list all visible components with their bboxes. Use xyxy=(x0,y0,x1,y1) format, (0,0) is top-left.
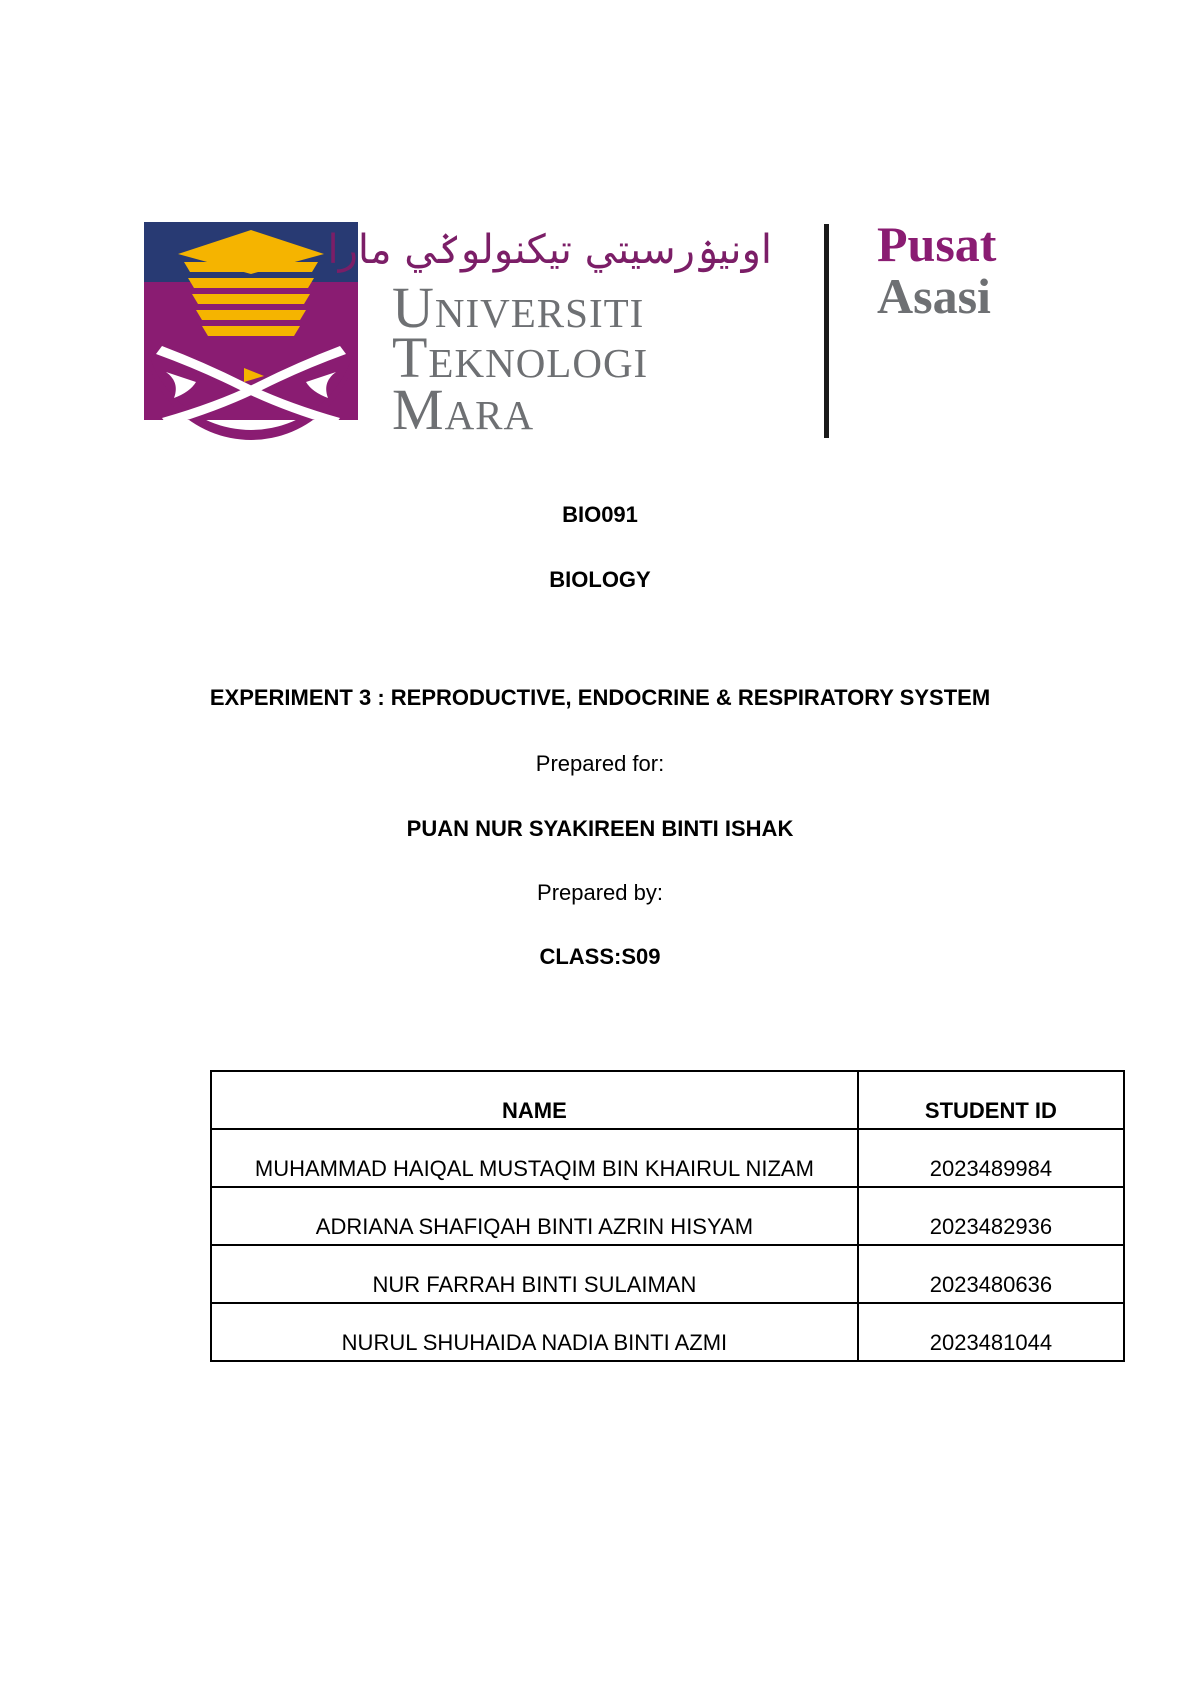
university-wordmark xyxy=(327,222,772,444)
member-id: 2023481044 xyxy=(858,1303,1124,1361)
experiment-title: EXPERIMENT 3 : REPRODUCTIVE, ENDOCRINE & RESPIRATORY SYSTEM xyxy=(209,685,991,710)
member-id: 2023480636 xyxy=(858,1245,1124,1303)
asasi-label: Asasi xyxy=(877,268,991,324)
wordmark-mara: Mara xyxy=(392,377,535,442)
table-row xyxy=(211,1245,1124,1303)
prepared-for-label: Prepared for: xyxy=(535,751,665,776)
prepared-by-label: Prepared by: xyxy=(537,880,663,905)
table-row xyxy=(211,1187,1124,1245)
group-members-table xyxy=(210,1070,1125,1362)
table-row xyxy=(211,1129,1124,1187)
pusat-label: Pusat xyxy=(877,216,997,272)
wordmark-teknologi: Teknologi xyxy=(392,325,649,390)
member-id: 2023482936 xyxy=(858,1187,1124,1245)
class-label: CLASS:S09 xyxy=(539,944,661,969)
table-row xyxy=(211,1303,1124,1361)
course-code: BIO091 xyxy=(562,502,638,527)
member-name: MUHAMMAD HAIQAL MUSTAQIM BIN KHAIRUL NIZAM xyxy=(211,1129,858,1187)
course-name: BIOLOGY xyxy=(549,567,651,592)
header-name: NAME xyxy=(211,1071,858,1129)
logo-divider xyxy=(824,224,829,438)
table-header-row xyxy=(211,1071,1124,1129)
wordmark-universiti: Universiti xyxy=(392,275,645,340)
lecturer-name: PUAN NUR SYAKIREEN BINTI ISHAK xyxy=(406,816,794,841)
member-id: 2023489984 xyxy=(858,1129,1124,1187)
member-name: NURUL SHUHAIDA NADIA BINTI AZMI xyxy=(211,1303,858,1361)
header-student-id: STUDENT ID xyxy=(858,1071,1124,1129)
uitm-pusat-asasi-logo xyxy=(144,216,1024,444)
member-name: NUR FARRAH BINTI SULAIMAN xyxy=(211,1245,858,1303)
member-name: ADRIANA SHAFIQAH BINTI AZRIN HISYAM xyxy=(211,1187,858,1245)
uitm-crest-icon xyxy=(144,222,358,440)
jawi-wordmark: اونيۏرسيتي تيکنولوݢي مارا xyxy=(327,227,772,273)
